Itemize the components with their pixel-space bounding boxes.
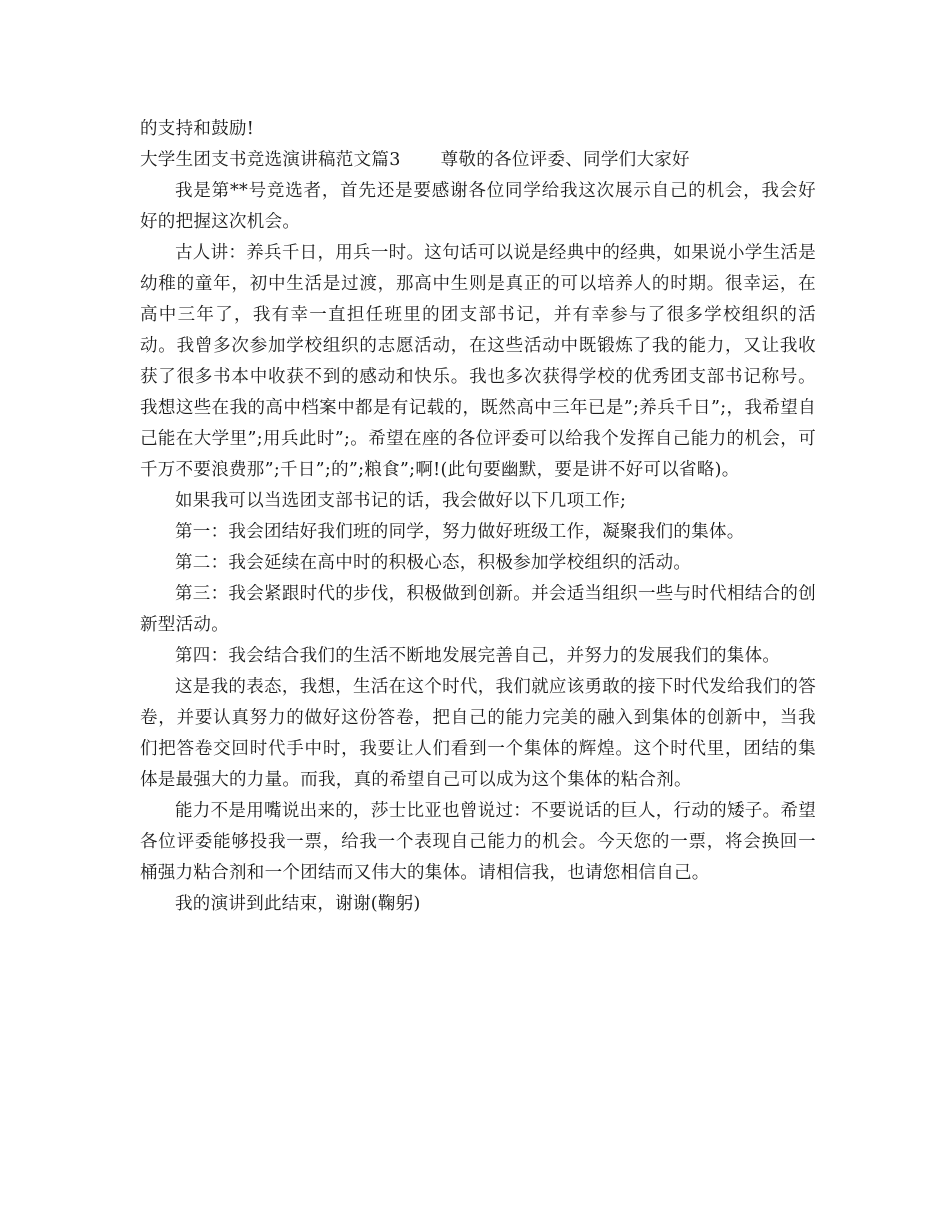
greeting: 尊敬的各位评委、同学们大家好 xyxy=(440,150,690,170)
paragraph: 我的演讲到此结束，谢谢(鞠躬) xyxy=(175,894,421,914)
opening-fragment: 的支持和鼓励! xyxy=(140,119,255,139)
paragraph: 第二：我会延续在高中时的积极心态，积极参加学校组织的活动。 xyxy=(175,553,692,573)
paragraph: 第一：我会团结好我们班的同学，努力做好班级工作，凝聚我们的集体。 xyxy=(175,522,745,542)
paragraph: 我是第**号竞选者，首先还是要感谢各位同学给我这次展示自己的机会，我会好好的把握这次机会。 xyxy=(140,181,816,232)
article-heading-line xyxy=(140,145,816,176)
paragraph: 第三：我会紧跟时代的步伐，积极做到创新。并会适当组织一些与时代相结合的创新型活动。 xyxy=(140,584,816,635)
paragraph: 如果我可以当选团支部书记的话，我会做好以下几项工作; xyxy=(175,491,627,511)
document-body xyxy=(140,114,816,920)
paragraph: 第四：我会结合我们的生活不断地发展完善自己，并努力的发展我们的集体。 xyxy=(175,646,781,666)
paragraph: 古人讲：养兵千日，用兵一时。这句话可以说是经典中的经典，如果说小学生活是幼稚的童年，初中生活是过渡，那高中生则是真正的可以培养人的时期。很幸运，在高中三年了，我有幸一直担任班里的团支部书记，并有幸参与了很多学校组织的活动。我曾多次参加学校组织的志愿活动，在这些活动中既锻炼了我的能力，又让我收获了很多书本中收获不到的感动和快乐。我也多次获得学校的优秀团支部书记称号。我想这些在我的高中档案中都是有记载的，既然高中三年已是”;养兵千日”;，我希望自己能在大学里”;用兵此时”;。希望在座的各位评委可以给我个发挥自己能力的机会，可千万不要浪费那”;千日”;的”;粮食”;啊!(此句要幽默，要是讲不好可以省略)。 xyxy=(140,243,816,480)
article-title: 大学生团支书竞选演讲稿范文篇3 xyxy=(140,150,401,170)
paragraph: 能力不是用嘴说出来的，莎士比亚也曾说过：不要说话的巨人，行动的矮子。希望各位评委能够投我一票，给我一个表现自己能力的机会。今天您的一票，将会换回一桶强力粘合剂和一个团结而又伟大的集体。请相信我，也请您相信自己。 xyxy=(140,801,816,883)
paragraph: 这是我的表态，我想，生活在这个时代，我们就应该勇敢的接下时代发给我们的答卷，并要认真努力的做好这份答卷，把自己的能力完美的融入到集体的创新中，当我们把答卷交回时代手中时，我要让人们看到一个集体的辉煌。这个时代里，团结的集体是最强大的力量。而我，真的希望自己可以成为这个集体的粘合剂。 xyxy=(140,677,816,790)
